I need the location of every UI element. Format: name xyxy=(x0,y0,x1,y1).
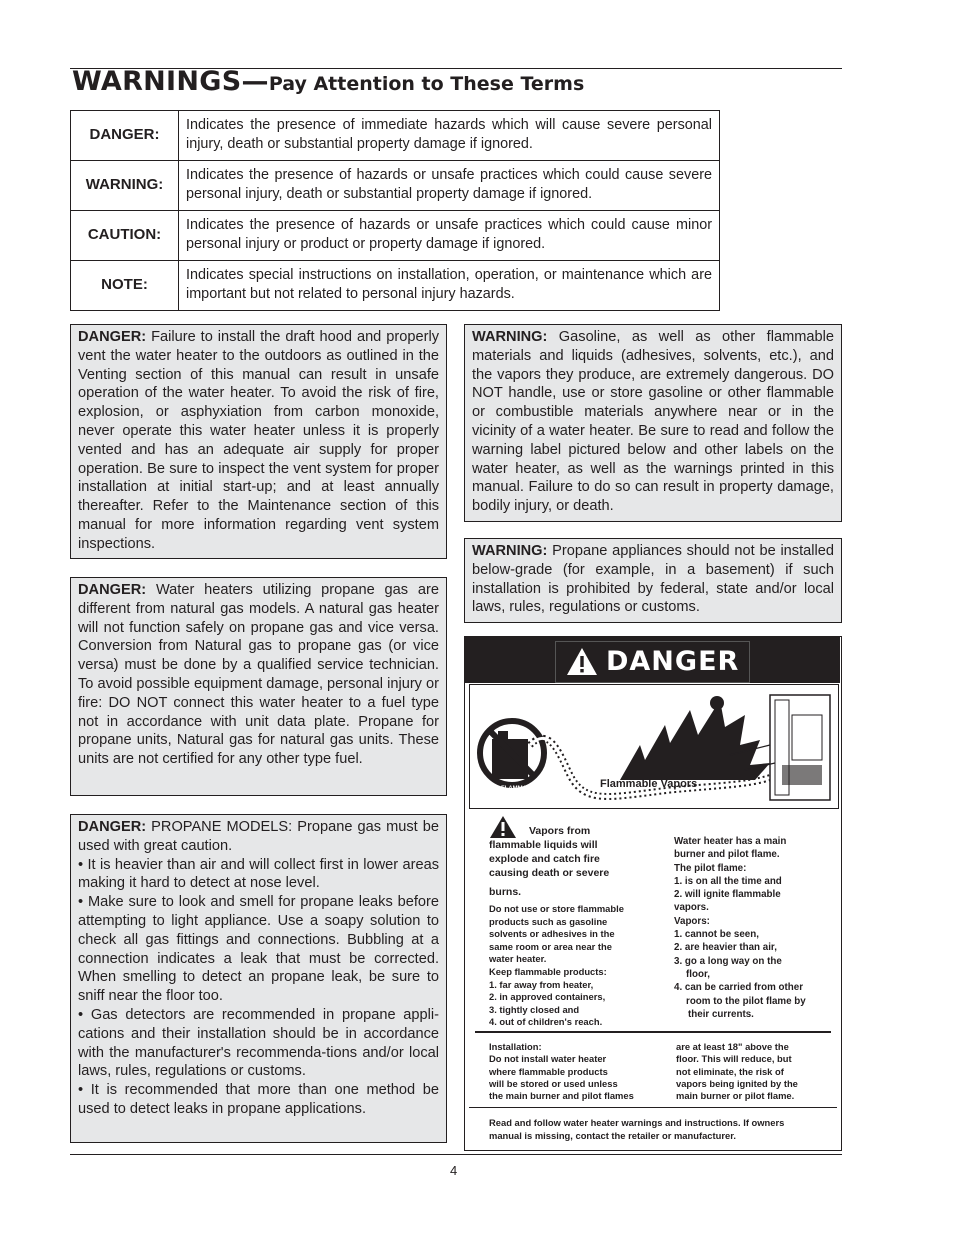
label-line: Do not install water heater xyxy=(489,1053,607,1065)
label-line: floor. This will reduce, but xyxy=(676,1053,792,1065)
page-title xyxy=(72,66,584,97)
bullet-item: • It is recommended that more than one method be used to detect leaks in propane applications. xyxy=(78,1082,439,1117)
title-sub: Pay Attention to These Terms xyxy=(268,73,585,95)
label-footer xyxy=(489,1117,784,1142)
bottom-rule xyxy=(70,1154,842,1155)
danger-label-panel xyxy=(464,636,842,1151)
box-text: PROPANE MODELS: Propane gas must be used with great caution. xyxy=(78,819,439,854)
box-label: WARNING: xyxy=(472,329,548,345)
box-label: DANGER: xyxy=(78,582,147,598)
warning-gasoline-box xyxy=(464,324,842,522)
label-line: 1. far away from heater, xyxy=(489,978,594,990)
term-label: WARNING: xyxy=(71,161,179,211)
label-line: products such as gasoline xyxy=(489,915,608,927)
label-line: vapors. xyxy=(674,902,709,914)
installation-left xyxy=(489,1041,634,1102)
label-separator xyxy=(475,1031,831,1033)
box-label: DANGER: xyxy=(78,329,147,345)
label-line: same room or area near the xyxy=(489,940,612,952)
label-line: 1. is on all the time and xyxy=(674,875,782,887)
term-definition: Indicates special instructions on installation, operation, or maintenance which are important but not related to personal injury hazards. xyxy=(179,261,720,311)
danger-propane-conversion-box xyxy=(70,577,447,796)
vapors-head-line: flammable liquids will xyxy=(489,839,598,851)
installation-right xyxy=(676,1041,798,1102)
box-text: Propane appliances should not be installed below-grade (for example, in a basement) if such installation is prohibited by federal, state and/or local laws, rules, regulations or customs. xyxy=(472,543,834,616)
label-footer-rule xyxy=(469,1107,837,1108)
vapors-head-line: burns. xyxy=(489,886,522,898)
label-line: are at least 18" above the xyxy=(676,1041,789,1052)
label-line: The pilot flame: xyxy=(674,862,747,874)
label-line: room to the pilot flame by xyxy=(686,995,806,1007)
table-row xyxy=(71,111,720,161)
label-line: 2. in approved containers, xyxy=(489,991,606,1003)
label-line: where flammable products xyxy=(489,1065,608,1077)
term-label: NOTE: xyxy=(71,261,179,311)
vapors-head-line: Vapors from xyxy=(529,825,591,837)
box-text: Failure to install the draft hood and properly vent the water heater to the outdoors as outlined in the Venting section of this manual can result in unsafe operation of the water heater. To avoid the risk of fire, explosion, or asphyxiation from carbon monoxide, never operate this water heater unless it is properly vented and has an adequate air supply for proper operation. Be sure to inspect the vent system for proper installation at initial start-up; and at least annually thereafter. Refer to the Maintenance section of this manual for more information regarding vent system inspections. xyxy=(78,329,439,552)
label-line: their currents. xyxy=(688,1008,754,1020)
table-row xyxy=(71,161,720,211)
label-line: Read and follow water heater warnings and instructions. If owners xyxy=(489,1117,785,1128)
box-label: DANGER: xyxy=(78,819,147,835)
box-text: Gasoline, as well as other flammable materials and liquids (adhesives, solvents, etc.), and the vapors they produce, are extremely dangerous. DO NOT handle, use or store gasoline or other flammable or combustible materials anywhere near or in the vicinity of a water heater. Be sure to read and follow the warning label pictured below and other labels on the water heater, as well as the warnings printed in this manual. Failure to do so can result in property damage, bodily injury, or death. xyxy=(472,329,834,515)
label-line: floor, xyxy=(686,968,710,980)
left-col-body xyxy=(489,903,624,1029)
vapors-head-line: causing death or severe xyxy=(489,867,610,879)
warning-triangle-small-icon xyxy=(489,815,517,839)
label-line: Vapors: xyxy=(674,915,710,927)
label-line: main burner or pilot flame. xyxy=(676,1090,795,1102)
label-line: will be stored or used unless xyxy=(489,1077,618,1089)
label-line: Keep flammable products: xyxy=(489,965,607,977)
label-line: burner and pilot flame. xyxy=(674,849,780,861)
label-line: 4. can be carried from other xyxy=(674,982,804,994)
label-line: Installation: xyxy=(489,1041,542,1052)
vapors-head-line: explode and catch fire xyxy=(489,853,600,865)
term-definition: Indicates the presence of immediate hazards which will cause severe personal injury, death or substantial property damage if ignored. xyxy=(179,111,720,161)
table-row xyxy=(71,261,720,311)
danger-propane-models-box xyxy=(70,814,447,1143)
label-line: not eliminate, the risk of xyxy=(676,1065,784,1077)
title-dash: — xyxy=(241,66,269,97)
label-line: manual is missing, contact the retailer or manufacturer. xyxy=(489,1129,736,1141)
label-line: Water heater has a main xyxy=(674,836,787,847)
right-col-body xyxy=(674,835,806,1021)
label-line: 2. are heavier than air, xyxy=(674,942,777,954)
term-label: DANGER: xyxy=(71,111,179,161)
box-label: WARNING: xyxy=(472,543,548,559)
terms-table xyxy=(70,110,720,311)
warning-below-grade-box xyxy=(464,538,842,623)
bullet-item: • Gas detectors are recommended in propane appli-cations and their installation should be in accordance with the manufacturer's recommenda-tions and/or local laws, rules, regulations or customs. xyxy=(78,1006,439,1080)
label-line: solvents or adhesives in the xyxy=(489,928,615,940)
label-line: the main burner and pilot flames xyxy=(489,1090,634,1102)
label-line: water heater. xyxy=(489,953,547,965)
title-main: WARNINGS xyxy=(72,66,242,97)
label-line: 3. tightly closed and xyxy=(489,1003,580,1015)
danger-venting-box xyxy=(70,324,447,559)
warning-triangle-icon xyxy=(566,647,598,676)
bullet-item: • Make sure to look and smell for propane leaks before attempting to light appliance. Use a soapy solution to check all gas fittings and connections. Bubbling at a connection indicates a leak that must be corrected. When smelling to detect an propane leak, be sure to sniff near the floor too. xyxy=(78,894,439,1005)
term-label: CAUTION: xyxy=(71,211,179,261)
term-definition: Indicates the presence of hazards or unsafe practices which could cause severe personal injury, death or substantial property damage if ignored. xyxy=(179,161,720,211)
box-text: Water heaters utilizing propane gas are different from natural gas models. A natural gas heater will not function safely on propane gas and vice versa. Conversion from Natural gas to propane gas (or vice versa) must be done by a qualified service technician. To avoid possible equipment damage, personal injury or fire: DO NOT connect this water heater to a fuel type not in accordance with unit data plate. Propane for propane units, Natural gas for natural gas units. These units are not certified for any other type fuel. xyxy=(78,582,440,768)
label-line: Do not use or store flammable xyxy=(489,903,624,914)
label-line: 1. cannot be seen, xyxy=(674,929,759,941)
label-line: 4. out of children's reach. xyxy=(489,1016,603,1028)
danger-badge xyxy=(555,641,750,683)
label-line: 3. go a long way on the xyxy=(674,955,782,967)
can-label: FLAMMABLES xyxy=(501,786,543,792)
label-line: 2. will ignite flammable xyxy=(674,889,781,901)
page-number: 4 xyxy=(450,1163,458,1178)
bullet-item: • It is heavier than air and will collect first in lower areas making it hard to detect at nose level. xyxy=(78,856,439,892)
vapors-label: Flammable Vapors xyxy=(600,778,698,790)
danger-badge-text: DANGER xyxy=(606,646,740,677)
table-row xyxy=(71,211,720,261)
label-line: vapors being ignited by the xyxy=(676,1077,798,1089)
term-definition: Indicates the presence of hazards or unsafe practices which could cause minor personal injury or product or property damage if ignored. xyxy=(179,211,720,261)
flammable-vapors-illustration xyxy=(469,684,839,809)
